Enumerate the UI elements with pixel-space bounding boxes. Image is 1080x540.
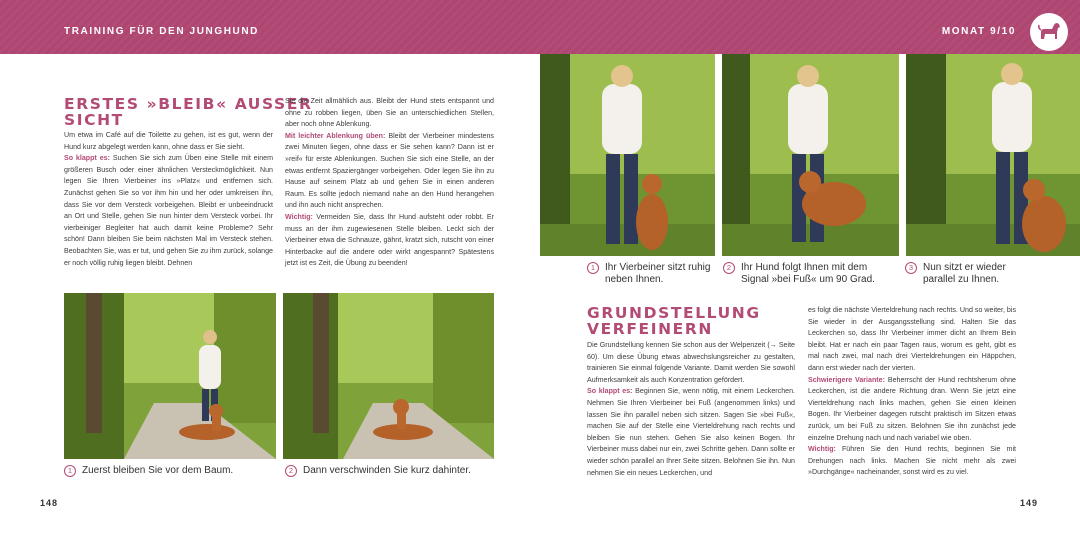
heading-line: VERFEINERN [587, 320, 713, 338]
caption-text: neben Ihnen. [605, 274, 664, 285]
paragraph-text: Beginnen Sie, wenn nötig, mit einem Leckerchen. Nehmen Sie Ihren Vierbeiner bei Fuß (angenommen links) und lassen Sie ihn parallel neben sich sitzen. Sagen Sie »bei Fuß«, machen Sie auf der Stelle eine Vierteldrehung nach rechts und bleiben Sie nun stehen. Gehen Sie also keinen Bogen. Ihr Vierbeiner muss dabei nur ein, zwei Schritte gehen. Dann sollte er wieder schön parallel an Ihrer Seite sitzen. Belohnen Sie ihn. Nun nehmen Sie ein neues Leckerchen, und [587, 387, 795, 477]
heading-line: GRUNDSTELLUNG [587, 304, 761, 322]
caption-text: Nun sitzt er wieder [923, 262, 1006, 273]
inline-label: Schwierigere Variante: [808, 375, 885, 384]
caption-left-1 [64, 465, 233, 477]
caption-text: Zuerst bleiben Sie vor dem Baum. [82, 465, 234, 476]
inline-label: Wichtig: [808, 445, 836, 454]
caption-right-3 [905, 262, 1055, 286]
section-heading-bleib [64, 96, 313, 128]
paragraph: Die Grundstellung kennen Sie schon aus der Welpenzeit (→ Seite 60). Um diese Übung etwas abwechslungsreicher zu gestalten, trainieren Sie einmal folgende Variante. Damit werden Sie sowohl Aufmerksamkeit als auch Konzentration gefördert. [587, 341, 795, 384]
photo-dog-turning-at-heel [722, 54, 899, 256]
caption-number: 1 [587, 262, 599, 274]
page-number-right: 149 [1020, 498, 1039, 508]
paragraph: Sie die Zeit allmählich aus. Bleibt der Hund stets entspannt und ohne zu robben liegen, üben Sie an unterschiedlichen Stellen, aber noch ohne Ablenkung. [285, 97, 494, 129]
paragraph-text: Vermeiden Sie, dass Ihr Hund aufsteht oder robbt. Er muss an der ihm zugewiesenen Stelle bleiben. Leckt sich der Vierbeiner etwa die Schnauze, gähnt, kratzt sich, rutscht von einer Hinterbacke auf die andere oder wirkt angespannt? Spätestens jetzt ist es Zeit, die Übung zu beenden! [285, 212, 494, 268]
caption-text: parallel zu Ihnen. [923, 274, 1000, 285]
heading-line: ERSTES »BLEIB« AUSSER [64, 95, 313, 113]
right-column-2 [808, 305, 1016, 479]
paragraph-text: Bleibt der Vierbeiner mindestens zwei Minuten liegen, ohne dass er Sie sehen kann? Dann ist er »reif« für erste Ablenkungen. Suchen Sie sich eine Stelle, an der etwas entfernt Spaziergänger vorbeigehen. Oder legen Sie ihn zu Hause auf seinem Platz ab und gehen Sie in einen anderen Raum. Es sollte jedoch niemand nahe an den Hund herangehen und ihn auch nicht ansprechen. [285, 131, 494, 210]
caption-text: Signal »bei Fuß« um 90 Grad. [741, 274, 875, 285]
caption-number: 3 [905, 262, 917, 274]
left-column-2 [285, 96, 494, 270]
section-heading-grundstellung [587, 305, 761, 337]
paragraph: es folgt die nächste Vierteldrehung nach rechts. Und so weiter, bis Sie wieder in der Ausgangsstellung sind. Halten Sie das Leckerchen so, dass Ihr Vierbeiner immer dicht an Ihrem Bein bleibt. Hat er nach ein paar Tagen raus, worum es geht, gibt es mal nach zwei, mal nach drei Vierteldrehungen ein Häppchen, dann erst wieder nach der vierten. [808, 306, 1016, 372]
paragraph: Um etwa im Café auf die Toilette zu gehen, ist es gut, wenn der Hund kurz abgelegt werden kann, ohne dass er Sie sieht. [64, 131, 273, 151]
caption-number: 2 [285, 465, 297, 477]
photo-dog-sitting-parallel [906, 54, 1080, 256]
paragraph-text: Führen Sie den Hund rechts, beginnen Sie mit Drehungen nach links. Machen Sie nicht mehr als zwei »Durchgänge« nacheinander, sonst wird es zu viel. [808, 445, 1016, 477]
photo-dog-lying-woman-at-tree [64, 293, 276, 459]
running-title-left: TRAINING FÜR DEN JUNGHUND [64, 26, 259, 37]
right-column-1 [587, 340, 795, 479]
caption-number: 1 [64, 465, 76, 477]
caption-left-2 [285, 465, 471, 477]
photo-dog-lying-alone [283, 293, 494, 459]
caption-right-2 [723, 262, 899, 286]
caption-number: 2 [723, 262, 735, 274]
heading-line: SICHT [64, 111, 124, 129]
inline-label: Mit leichter Ablenkung üben: [285, 131, 386, 140]
caption-text: Ihr Hund folgt Ihnen mit dem [741, 262, 868, 273]
inline-label: Wichtig: [285, 212, 313, 221]
left-column-1 [64, 130, 273, 269]
inline-label: So klappt es: [64, 154, 110, 163]
page-number-left: 148 [40, 498, 59, 508]
caption-text: Ihr Vierbeiner sitzt ruhig [605, 262, 711, 273]
dog-icon [1030, 13, 1068, 51]
caption-right-1 [587, 262, 717, 286]
caption-text: Dann verschwinden Sie kurz dahinter. [303, 465, 471, 476]
running-title-right: MONAT 9/10 [941, 26, 1016, 37]
page-header-band [0, 0, 1080, 54]
inline-label: So klappt es: [587, 387, 633, 396]
paragraph-text: Suchen Sie sich zum Üben eine Stelle mit einem größeren Busch oder einer ähnlichen Versteckmöglichkeit. Nun legen Sie Ihren Vierbeiner ins »Platz« und entfernen sich. Zunächst gehen Sie so vor ihm hin und her oder umkreisen ihn, dass Sie vor dem Versteck vorbeigehen. Bleibt er unbeeindruckt an Ort und Stelle, gehen Sie nun hinter dem Versteck vorbei. Ihr vierbeiniger Begleiter hat auch damit keine Probleme? Sehr schön! Dann bleiben Sie beim nächsten Mal im Versteck stehen. Beobachten Sie, was er tut, und gehen Sie zu ihm zurück, solange er noch völlig ruhig liegen bleibt. Dehnen [64, 154, 273, 267]
photo-dog-sitting-beside-owner [540, 54, 715, 256]
paragraph-text: Beherrscht der Hund rechtsherum ohne Leckerchen, ist die andere Richtung dran. Wenn Sie jetzt eine Vierteldrehung nach links machen, gehen Sie einen kleinen Bogen. Ihr Vierbeiner dagegen rutscht praktisch im Sitzen etwas zurück, um bei Fuß zu sitzen. Belohnen Sie ihn zunächst jede einzelne Drehung nach und nach variabel wie oben. [808, 375, 1016, 442]
